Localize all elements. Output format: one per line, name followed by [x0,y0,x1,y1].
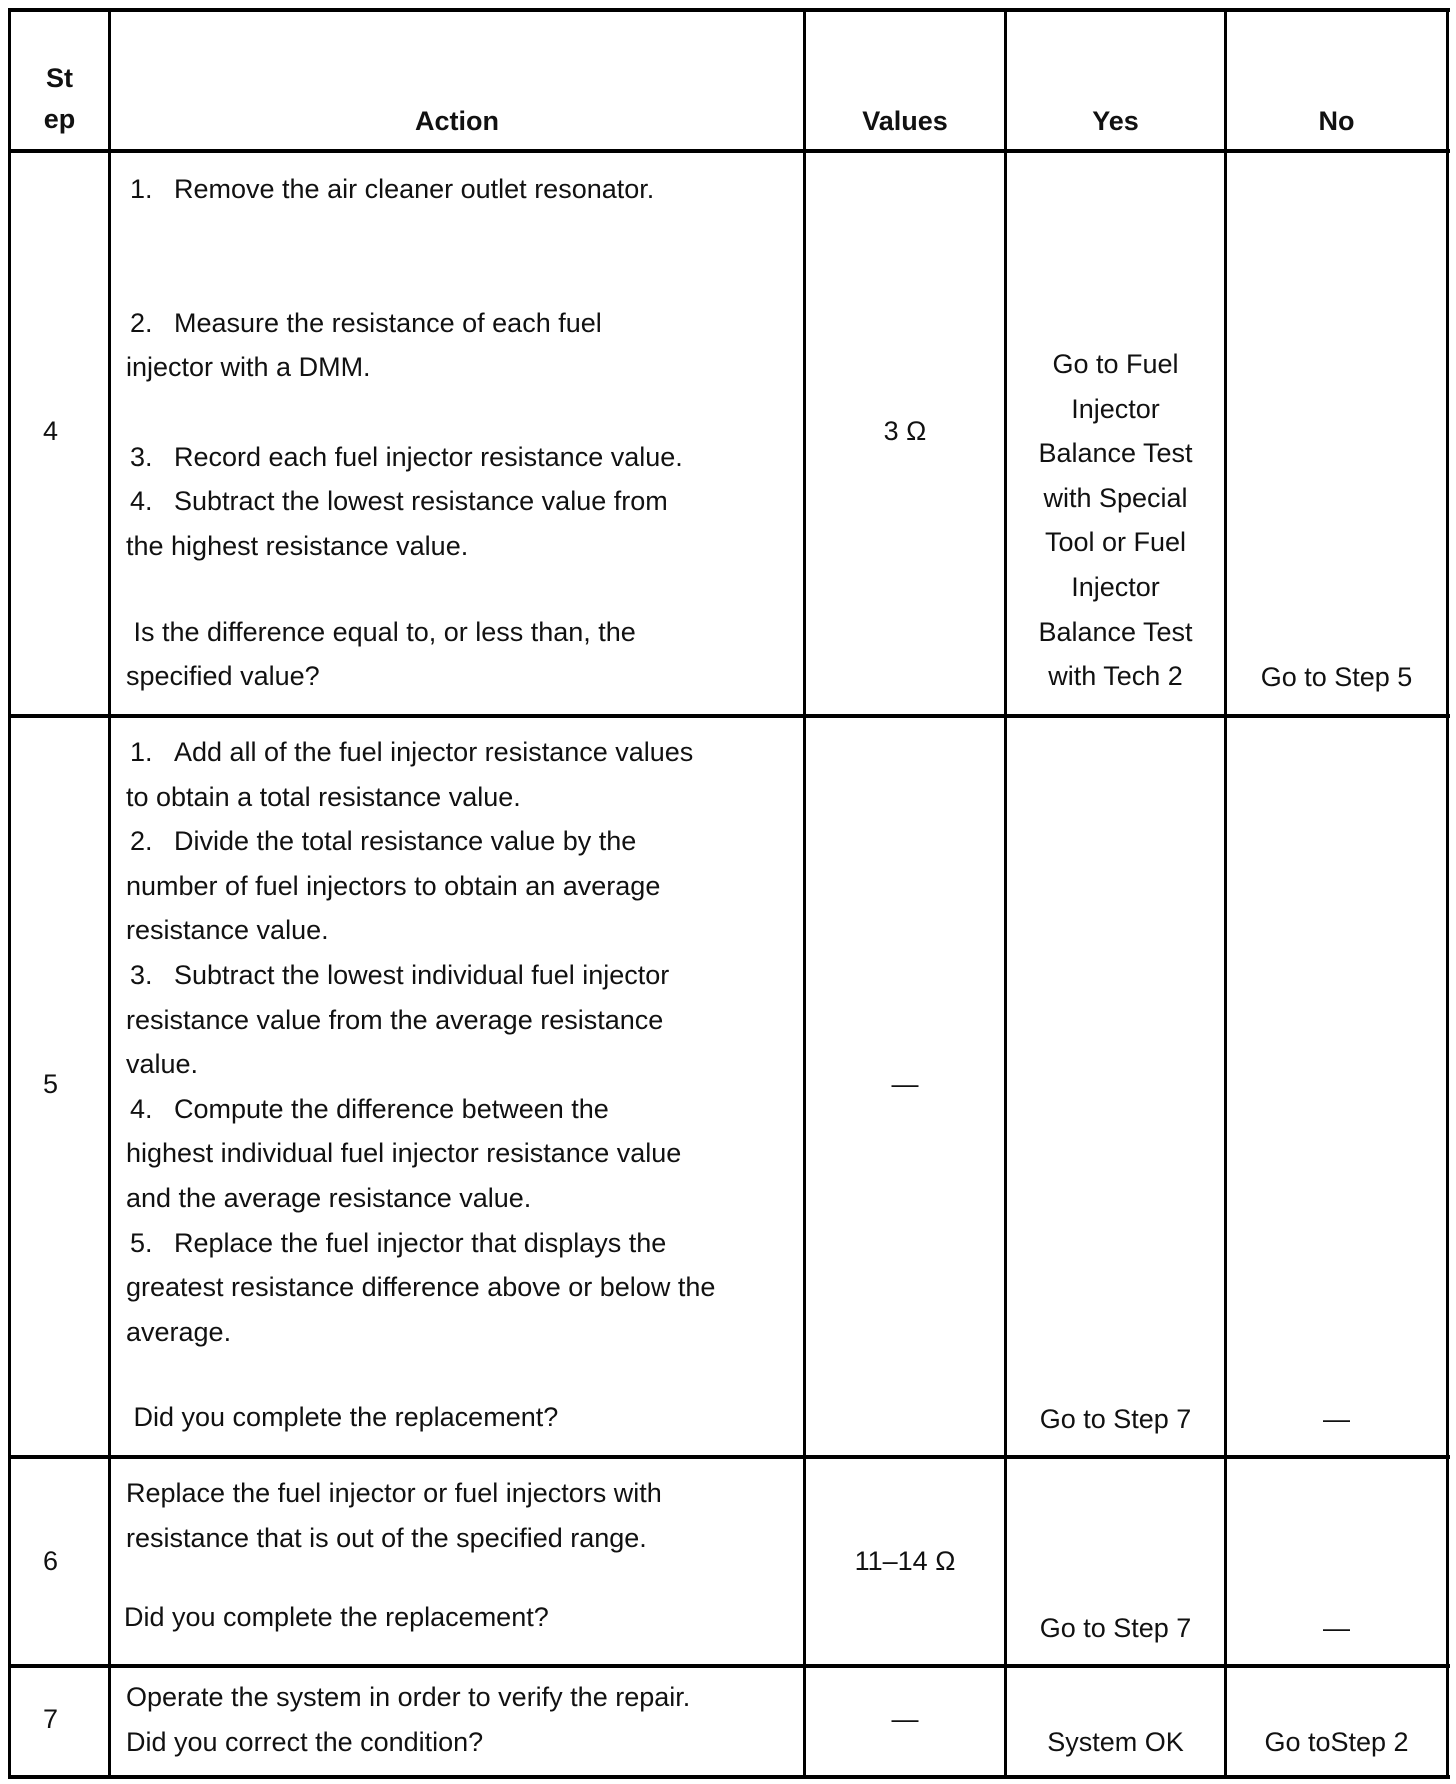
action-text [126,1675,796,1764]
list-number: 1. [130,737,153,767]
header-no: No [1318,106,1355,136]
action-line [126,1087,796,1132]
action-line: Did you correct the condition? [126,1726,484,1757]
step-number: 6 [43,1546,59,1576]
action-line: and the average resistance value. [126,1182,532,1213]
row-divider [8,1455,1450,1459]
action-line: resistance value from the average resistance [126,1004,664,1035]
value-cell: 11–14 Ω [854,1546,956,1576]
action-line-text: Measure the resistance of each fuel [174,307,602,338]
header-values: Values [862,106,948,136]
action-line: greatest resistance difference above or below the [126,1272,716,1303]
yes-line: with Tech 2 [1048,661,1183,692]
list-number: 3. [130,959,153,990]
table-border-left [8,8,11,1779]
list-number: 3. [130,441,153,472]
action-line: Operate the system in order to verify the repair. [126,1682,691,1712]
action-line: Did you complete the replacement? [126,1402,559,1433]
yes-cell: System OK [1047,1727,1184,1757]
value-cell: 3 Ω [883,416,927,446]
no-cell: Go toStep 2 [1264,1727,1409,1757]
yes-line: Go to Fuel [1052,349,1179,379]
step-number: 4 [43,416,59,446]
action-text [126,1471,796,1640]
header-action: Action [415,106,499,136]
list-number: 4. [130,486,153,517]
header-step-line: St [46,63,73,93]
action-line: Did you complete the replacement? [124,1602,549,1633]
yes-line: Balance Test [1038,438,1193,469]
action-line-text: Subtract the lowest individual fuel injector [174,959,670,990]
table-border-right [1446,8,1449,1779]
yes-cell: Go to Step 7 [1039,1613,1192,1643]
action-line: value. [126,1049,199,1080]
action-line: specified value? [126,661,320,692]
column-divider [108,8,111,1779]
action-line [126,167,796,212]
yes-line: Injector [1071,393,1160,424]
header-step [11,58,108,140]
action-line: highest individual fuel injector resistance value [126,1138,682,1169]
action-line [126,479,796,524]
column-divider [1224,8,1227,1779]
header-yes: Yes [1092,106,1139,136]
action-line-text: Divide the total resistance value by the [174,826,637,857]
action-text [126,730,796,1440]
value-cell: — [891,1704,919,1734]
action-line-text: Remove the air cleaner outlet resonator. [174,174,655,204]
action-line: resistance that is out of the specified range. [126,1522,647,1553]
column-divider [803,8,806,1779]
action-line [126,730,796,775]
column-divider [1004,8,1007,1779]
table-border-bottom [8,1775,1450,1779]
action-line: Replace the fuel injector or fuel injectors with [126,1478,662,1508]
table-border-top [8,8,1450,12]
action-line-text: Subtract the lowest resistance value from [174,486,668,517]
yes-cell: Go to Step 7 [1039,1404,1192,1434]
no-cell: — [1323,1404,1350,1434]
header-divider [8,149,1450,153]
action-line-text: Replace the fuel injector that displays the [174,1227,667,1258]
yes-line: with Special [1043,482,1188,513]
action-line-text: Compute the difference between the [174,1093,609,1124]
action-line [126,435,796,480]
action-line: number of fuel injectors to obtain an average [126,870,661,901]
action-line: to obtain a total resistance value. [126,781,521,812]
action-text [126,167,796,699]
action-line-text: Add all of the fuel injector resistance values [174,737,694,767]
yes-line: Balance Test [1038,616,1193,647]
step-number: 7 [43,1704,59,1734]
no-cell: — [1323,1613,1350,1643]
row-divider [8,714,1450,718]
action-line [126,953,796,998]
value-cell: — [891,1069,919,1099]
list-number: 2. [130,307,153,338]
action-line [126,1221,796,1266]
action-line [126,819,796,864]
header-step-line: ep [43,104,76,134]
list-number: 2. [130,826,153,857]
yes-cell [1007,342,1224,699]
step-number: 5 [43,1069,59,1099]
list-number: 5. [130,1227,153,1258]
action-line [126,301,796,346]
action-line: injector with a DMM. [126,352,371,383]
action-line: average. [126,1316,232,1347]
no-cell: Go to Step 5 [1260,662,1413,692]
list-number: 4. [130,1093,153,1124]
list-number: 1. [130,174,153,204]
row-divider [8,1664,1450,1668]
action-line: resistance value. [126,915,329,946]
action-line-text: Record each fuel injector resistance value. [174,441,683,472]
action-line: Is the difference equal to, or less than, the [126,616,636,647]
yes-line: Injector [1071,571,1160,602]
action-line: the highest resistance value. [126,530,469,561]
yes-line: Tool or Fuel [1044,527,1187,558]
